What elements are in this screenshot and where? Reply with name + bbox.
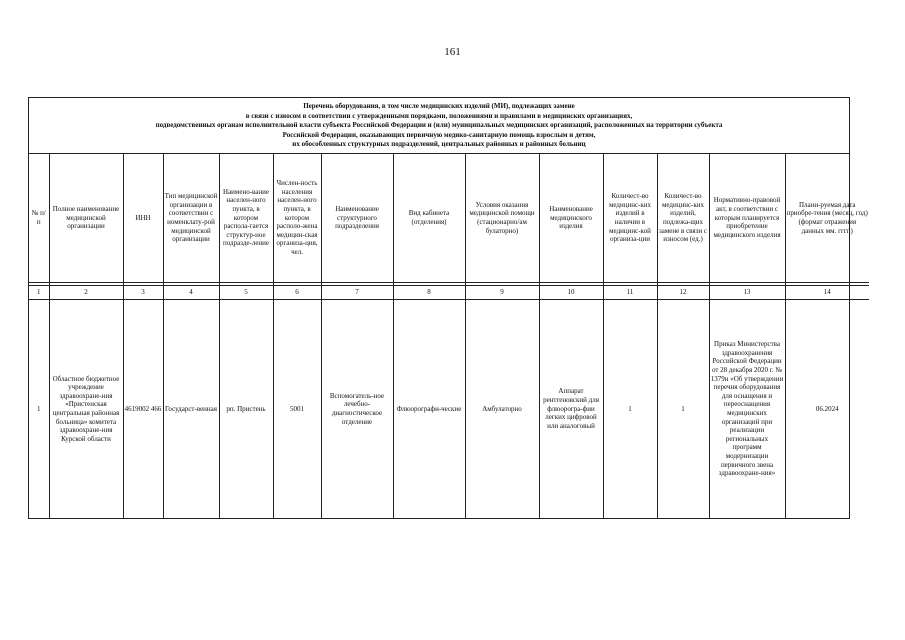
column-number: 7 — [321, 285, 393, 299]
organization-type-cell: Государст-венная — [163, 299, 219, 518]
inn-cell: 4619002 466 — [123, 299, 163, 518]
care-conditions-cell: Амбулаторно — [465, 299, 539, 518]
column-header: Количест-во медицинс-ких изделий в наличии в медицинс-кой организа-ции — [603, 154, 657, 283]
column-number: 13 — [709, 285, 785, 299]
column-number-row — [29, 285, 869, 299]
table-title — [29, 98, 849, 154]
column-header: Условия оказания медицинской помощи (стационарно/ам булаторно) — [465, 154, 539, 283]
column-header: Плани-руемая дата приобре-тения (месяц, год) (формат отражения данных мм. гггг.) — [785, 154, 869, 283]
title-line: их обособленных структурных подразделений, центральных районных и районных больниц — [292, 140, 586, 149]
column-header: Наименование структурного подразделения — [321, 154, 393, 283]
column-header: Наимено-вание населен-ного пункта, в котором распола-гается структур-ное подразде-ление — [219, 154, 273, 283]
cabinet-type-cell: Флюорографи-ческие — [393, 299, 465, 518]
purchase-date-cell: 06.2024 — [785, 299, 869, 518]
column-header: Числен-ность населения населен-ного пункта, в котором располо-жена медицин-ская организа-ция, чел. — [273, 154, 321, 283]
column-number: 4 — [163, 285, 219, 299]
population-cell: 5001 — [273, 299, 321, 518]
table-row — [29, 299, 869, 518]
column-header: Нормативно-правовой акт, в соответствии с которым планируется приобретение медицинского изделия — [709, 154, 785, 283]
column-number: 10 — [539, 285, 603, 299]
column-number: 6 — [273, 285, 321, 299]
title-line: Перечень оборудования, в том числе медицинских изделий (МИ), подлежащих замене — [303, 102, 575, 110]
column-header: Тип медицинской организации в соответствии с номенклату-рой медицинской организации — [163, 154, 219, 283]
column-header: ИНН — [123, 154, 163, 283]
title-line: в связи с износом в соответствии с утвержденными порядками, положениями и правилами в медицинских организациях, — [245, 111, 633, 120]
column-number: 1 — [29, 285, 49, 299]
row-number-cell: 1 — [29, 299, 49, 518]
regulatory-act-cell: Приказ Министерства здравоохранения Российской Федерации от 28 декабря 2020 г. № 1379н «Об утверждении перечня оборудования для оснащения и переоснащения медицинских организаций при реализации региональных программ модернизации первичного звена здравоохране-ния» — [709, 299, 785, 518]
column-header: Количест-во медицинс-ких изделий, подлежа-щих замене в связи с износом (ед.) — [657, 154, 709, 283]
equipment-table — [29, 154, 869, 518]
column-number: 3 — [123, 285, 163, 299]
column-number: 5 — [219, 285, 273, 299]
header-row — [29, 154, 869, 283]
document-table — [28, 97, 868, 519]
column-number: 9 — [465, 285, 539, 299]
column-number: 11 — [603, 285, 657, 299]
column-header: Полное наименование медицинской организации — [49, 154, 123, 283]
page-number: 161 — [444, 46, 461, 58]
column-number: 8 — [393, 285, 465, 299]
devices-available-cell: 1 — [603, 299, 657, 518]
devices-to-replace-cell: 1 — [657, 299, 709, 518]
title-line: подведомственных органам исполнительной власти субъекта Российской Федерации и (или) муниципальных медицинских организаций, расположенных на территории субъекта — [155, 121, 723, 130]
organization-name-cell: Областное бюджетное учреждение здравоохране-ния «Пристенская центральная районная больница» комитета здравоохране-ния Курской области — [49, 299, 123, 518]
column-header: № п/п — [29, 154, 49, 283]
column-number: 2 — [49, 285, 123, 299]
device-name-cell: Аппарат рентгеновский для флюорогра-фии легких цифровой или аналоговый — [539, 299, 603, 518]
column-number: 12 — [657, 285, 709, 299]
subdivision-cell: Вспомогатель-ное лечебно-диагностическое отделение — [321, 299, 393, 518]
column-header: Наименование медицинского изделия — [539, 154, 603, 283]
column-number: 14 — [785, 285, 869, 299]
locality-cell: рп. Пристень — [219, 299, 273, 518]
title-line: Российской Федерации, оказывающих первичную медико-санитарную помощь взрослым и детям, — [282, 130, 596, 139]
column-header: Вид кабинета (отделения) — [393, 154, 465, 283]
